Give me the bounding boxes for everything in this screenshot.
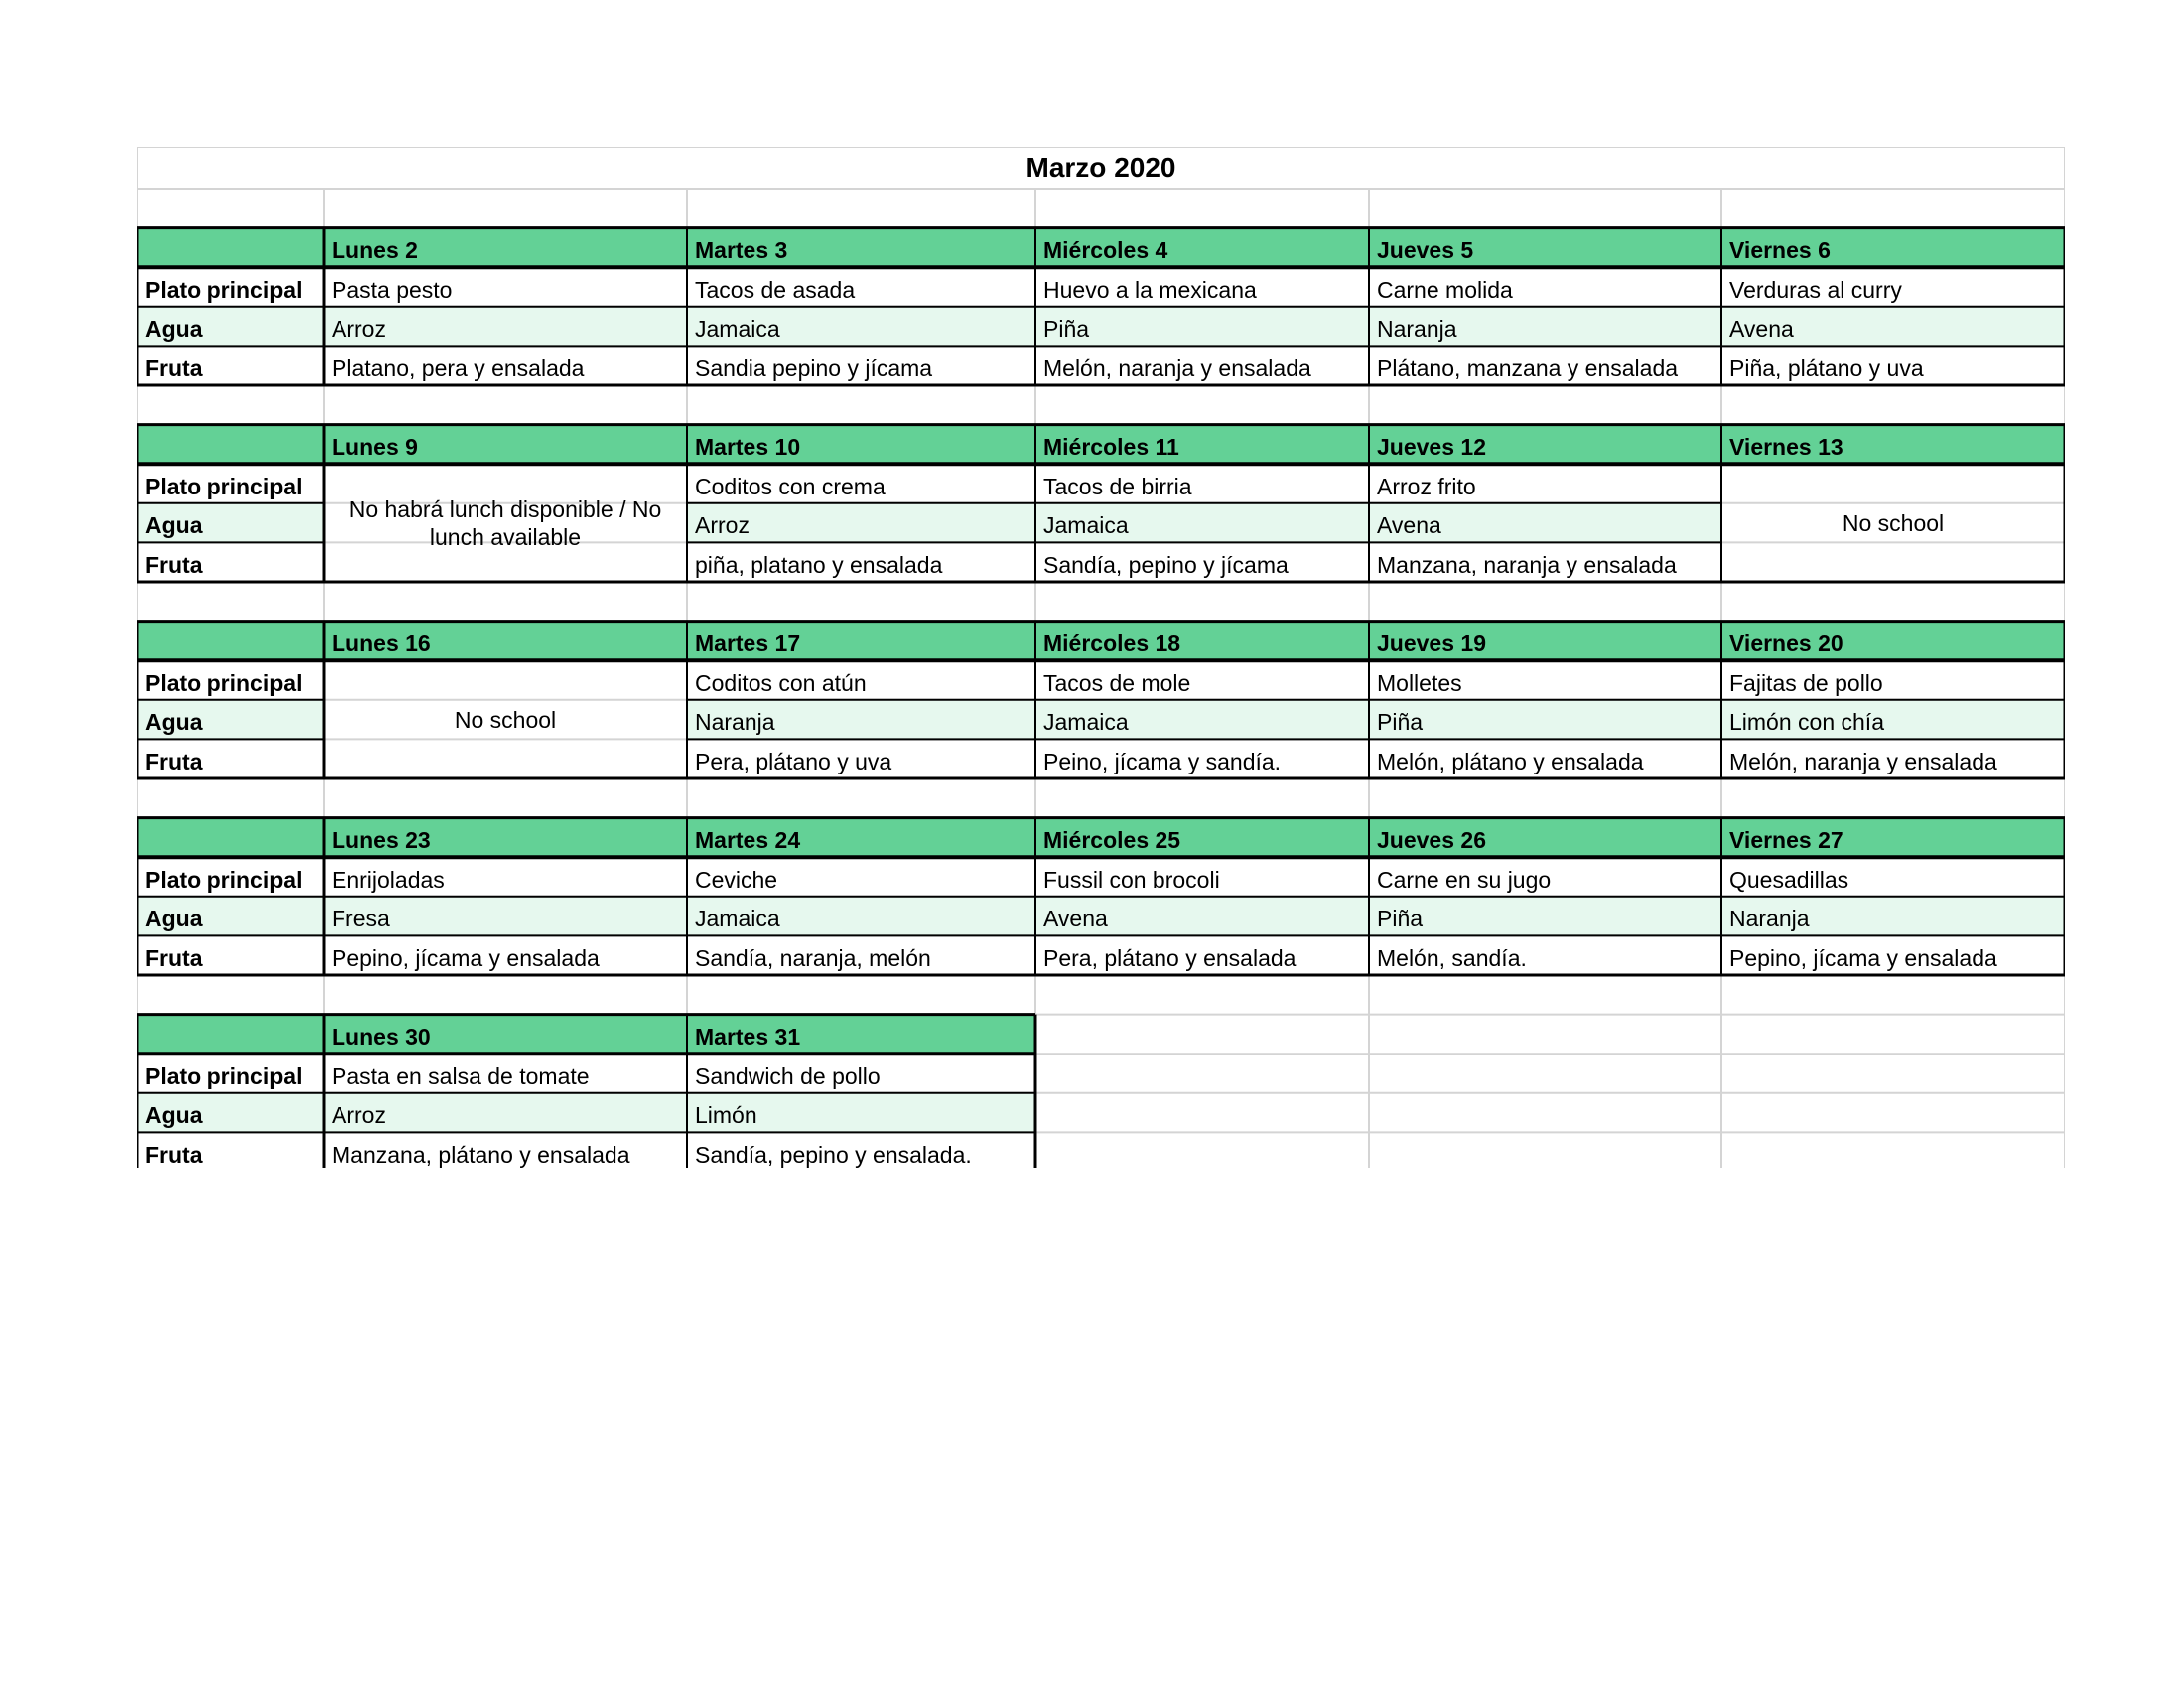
menu-cell-agua: Fresa <box>332 906 390 932</box>
day-note: No school <box>454 706 557 733</box>
menu-cell-agua: Piña <box>1043 316 1090 343</box>
menu-cell-plato: Fajitas de pollo <box>1729 669 1883 696</box>
menu-cell-fruta: Melón, sandía. <box>1377 944 1527 971</box>
row-label-fruta: Fruta <box>145 944 203 971</box>
row-label-agua: Agua <box>145 1102 203 1129</box>
day-header-2-1: Lunes 9 <box>332 434 418 461</box>
day-header-3-4: Jueves 19 <box>1377 631 1486 657</box>
menu-cell-plato: Fussil con brocoli <box>1043 866 1220 893</box>
day-header-2-2: Martes 10 <box>695 434 801 461</box>
menu-cell-plato: Huevo a la mexicana <box>1043 276 1257 303</box>
menu-cell-fruta: Piña, plátano y uva <box>1729 354 1924 381</box>
day-header-1-1: Lunes 2 <box>332 237 418 264</box>
menu-cell-fruta: Pera, plátano y uva <box>695 748 892 774</box>
day-note: No school <box>1842 509 1945 536</box>
row-label-agua: Agua <box>145 906 203 932</box>
menu-cell-fruta: Sandía, naranja, melón <box>695 944 931 971</box>
row-label-plato: Plato principal <box>145 473 303 499</box>
day-header-5-2: Martes 31 <box>695 1024 801 1051</box>
menu-cell-fruta: piña, platano y ensalada <box>695 551 943 578</box>
day-header-4-5: Viernes 27 <box>1729 827 1843 854</box>
menu-cell-plato: Tacos de mole <box>1043 669 1191 696</box>
menu-cell-fruta: Pepino, jícama y ensalada <box>332 944 600 971</box>
menu-cell-agua: Avena <box>1043 906 1108 932</box>
row-label-fruta: Fruta <box>145 748 203 774</box>
menu-cell-fruta: Peino, jícama y sandía. <box>1043 748 1282 774</box>
row-label-agua: Agua <box>145 709 203 736</box>
row-label-plato: Plato principal <box>145 866 303 893</box>
row-label-agua: Agua <box>145 316 203 343</box>
menu-cell-plato: Coditos con atún <box>695 669 867 696</box>
menu-cell-fruta: Pera, plátano y ensalada <box>1043 944 1297 971</box>
menu-cell-plato: Tacos de asada <box>695 276 856 303</box>
row-label-plato: Plato principal <box>145 669 303 696</box>
menu-cell-fruta: Sandía, pepino y ensalada. <box>695 1141 972 1168</box>
day-header-2-5: Viernes 13 <box>1729 434 1843 461</box>
day-header-1-3: Miércoles 4 <box>1043 237 1168 264</box>
row-label-fruta: Fruta <box>145 551 203 578</box>
menu-calendar-sheet <box>137 147 2065 1168</box>
day-header-4-3: Miércoles 25 <box>1043 827 1181 854</box>
day-header-3-5: Viernes 20 <box>1729 631 1843 657</box>
menu-cell-plato: Carne molida <box>1377 276 1513 303</box>
menu-cell-agua: Jamaica <box>1043 512 1129 539</box>
menu-cell-fruta: Melón, naranja y ensalada <box>1043 354 1311 381</box>
menu-cell-fruta: Manzana, plátano y ensalada <box>332 1141 630 1168</box>
menu-cell-agua: Naranja <box>1729 906 1810 932</box>
menu-cell-agua: Avena <box>1377 512 1441 539</box>
menu-cell-fruta: Pepino, jícama y ensalada <box>1729 944 1997 971</box>
day-header-4-4: Jueves 26 <box>1377 827 1486 854</box>
menu-cell-plato: Enrijoladas <box>332 866 445 893</box>
day-header-2-3: Miércoles 11 <box>1043 434 1179 461</box>
menu-cell-plato: Molletes <box>1377 669 1462 696</box>
day-header-1-5: Viernes 6 <box>1729 237 1831 264</box>
menu-cell-plato: Tacos de birria <box>1043 473 1192 499</box>
day-header-4-2: Martes 24 <box>695 827 801 854</box>
menu-cell-agua: Naranja <box>1377 316 1457 343</box>
menu-cell-fruta: Plátano, manzana y ensalada <box>1377 354 1679 381</box>
menu-cell-agua: Naranja <box>695 709 775 736</box>
menu-cell-agua: Avena <box>1729 316 1794 343</box>
day-header-2-4: Jueves 12 <box>1377 434 1486 461</box>
row-label-agua: Agua <box>145 512 203 539</box>
menu-cell-fruta: Melón, naranja y ensalada <box>1729 748 1997 774</box>
menu-cell-plato: Verduras al curry <box>1729 276 1902 303</box>
menu-cell-agua: Piña <box>1377 906 1424 932</box>
menu-cell-fruta: Manzana, naranja y ensalada <box>1377 551 1677 578</box>
menu-cell-agua: Jamaica <box>695 906 780 932</box>
day-header-3-1: Lunes 16 <box>332 631 431 657</box>
menu-cell-agua: Arroz <box>695 512 750 539</box>
menu-cell-fruta: Sandía, pepino y jícama <box>1043 551 1289 578</box>
menu-cell-plato: Carne en su jugo <box>1377 866 1552 893</box>
sheet-title: Marzo 2020 <box>1025 152 1176 183</box>
day-header-3-3: Miércoles 18 <box>1043 631 1181 657</box>
menu-cell-plato: Sandwich de pollo <box>695 1062 881 1089</box>
row-label-fruta: Fruta <box>145 354 203 381</box>
row-label-fruta: Fruta <box>145 1141 203 1168</box>
menu-cell-fruta: Melón, plátano y ensalada <box>1377 748 1644 774</box>
day-header-5-1: Lunes 30 <box>332 1024 431 1051</box>
menu-cell-fruta: Platano, pera y ensalada <box>332 354 585 381</box>
menu-cell-plato: Pasta en salsa de tomate <box>332 1062 590 1089</box>
menu-cell-agua: Piña <box>1377 709 1424 736</box>
day-note: No habrá lunch disponible / No lunch available <box>348 495 662 550</box>
day-header-1-4: Jueves 5 <box>1377 237 1474 264</box>
menu-cell-agua: Arroz <box>332 316 386 343</box>
menu-cell-plato: Coditos con crema <box>695 473 886 499</box>
menu-cell-fruta: Sandia pepino y jícama <box>695 354 933 381</box>
menu-cell-plato: Pasta pesto <box>332 276 453 303</box>
menu-cell-agua: Jamaica <box>1043 709 1129 736</box>
day-header-1-2: Martes 3 <box>695 237 788 264</box>
menu-cell-agua: Jamaica <box>695 316 780 343</box>
row-label-plato: Plato principal <box>145 276 303 303</box>
menu-cell-plato: Arroz frito <box>1377 473 1476 499</box>
menu-cell-plato: Quesadillas <box>1729 866 1849 893</box>
menu-cell-plato: Ceviche <box>695 866 778 893</box>
menu-cell-agua: Arroz <box>332 1102 386 1129</box>
day-header-4-1: Lunes 23 <box>332 827 431 854</box>
day-header-3-2: Martes 17 <box>695 631 801 657</box>
menu-cell-agua: Limón <box>695 1102 757 1129</box>
row-label-plato: Plato principal <box>145 1062 303 1089</box>
menu-cell-agua: Limón con chía <box>1729 709 1884 736</box>
